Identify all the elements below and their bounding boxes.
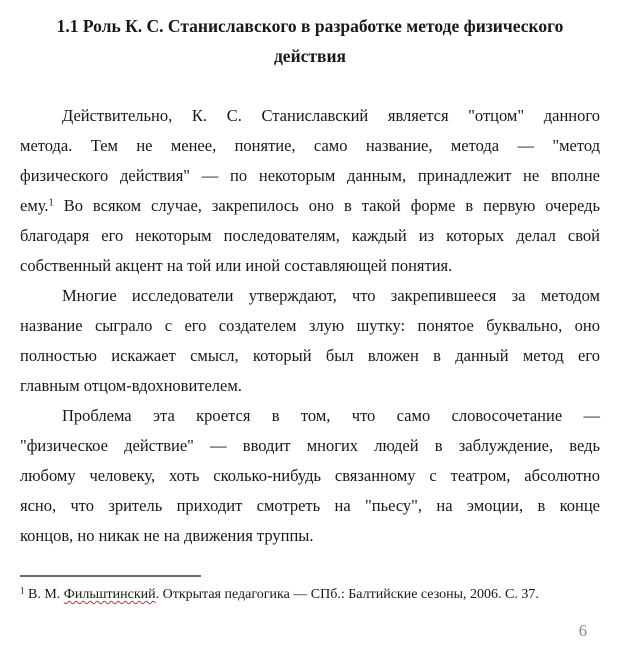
paragraph-1	[20, 101, 600, 281]
text-line: название сыграло с его создателем злую шутку: понятое буквально, оно	[20, 316, 600, 335]
text-line: полностью искажает смысл, который был вложен в данный метод его	[20, 346, 600, 365]
text-line: метода. Тем не менее, понятие, само название, метода — "метод	[20, 136, 600, 155]
text-segment: ему.	[20, 196, 49, 215]
spellchecked-word: Фильштинский	[63, 587, 156, 602]
text-line: Многие исследователи утверждают, что закрепившееся за методом	[62, 286, 600, 305]
footnote-separator	[20, 575, 201, 577]
text-line: любому человеку, хоть сколько-нибудь связанному с театром, абсолютно	[20, 466, 600, 485]
text-line: физического действия" — по некоторым данным, принадлежит не вполне	[20, 166, 600, 185]
text-line: концов, но никак не на движения труппы.	[20, 526, 314, 545]
text-line: главным отцом-вдохновителем.	[20, 376, 242, 395]
text-line: собственный акцент на той или иной составляющей понятия.	[20, 256, 453, 275]
paragraph-2	[20, 281, 600, 401]
heading-line-2: действия	[273, 46, 347, 66]
text-line: ясно, что зритель приходит смотреть на "пьесу", на эмоции, в конце	[20, 496, 600, 515]
footnote-citation: . Открытая педагогика — СПб.: Балтийские сезоны, 2006. С. 37.	[155, 587, 539, 602]
text-line: "физическое действие" — вводит многих людей в заблуждение, ведь	[20, 436, 600, 455]
text-segment: Во всяком случае, закрепилось оно в такой форме в первую очередь	[53, 196, 600, 215]
page-number: 6	[578, 621, 587, 640]
footnote-reference: 1	[48, 197, 54, 209]
heading-line-1: 1.1 Роль К. С. Станиславского в разработке методе физического	[56, 16, 564, 36]
text-line: Действительно, К. С. Станиславский является "отцом" данного	[62, 106, 600, 125]
footnote-author-prefix: В. М.	[24, 587, 64, 602]
footnote-marker: 1	[20, 585, 25, 596]
paragraph-3	[20, 401, 600, 551]
text-line: благодаря его некоторым последователям, каждый из которых делал свой	[20, 226, 600, 245]
text-line	[20, 191, 600, 221]
section-heading	[20, 11, 600, 71]
footnote	[20, 585, 600, 605]
text-line: Проблема эта кроется в том, что само словосочетание —	[62, 406, 600, 425]
